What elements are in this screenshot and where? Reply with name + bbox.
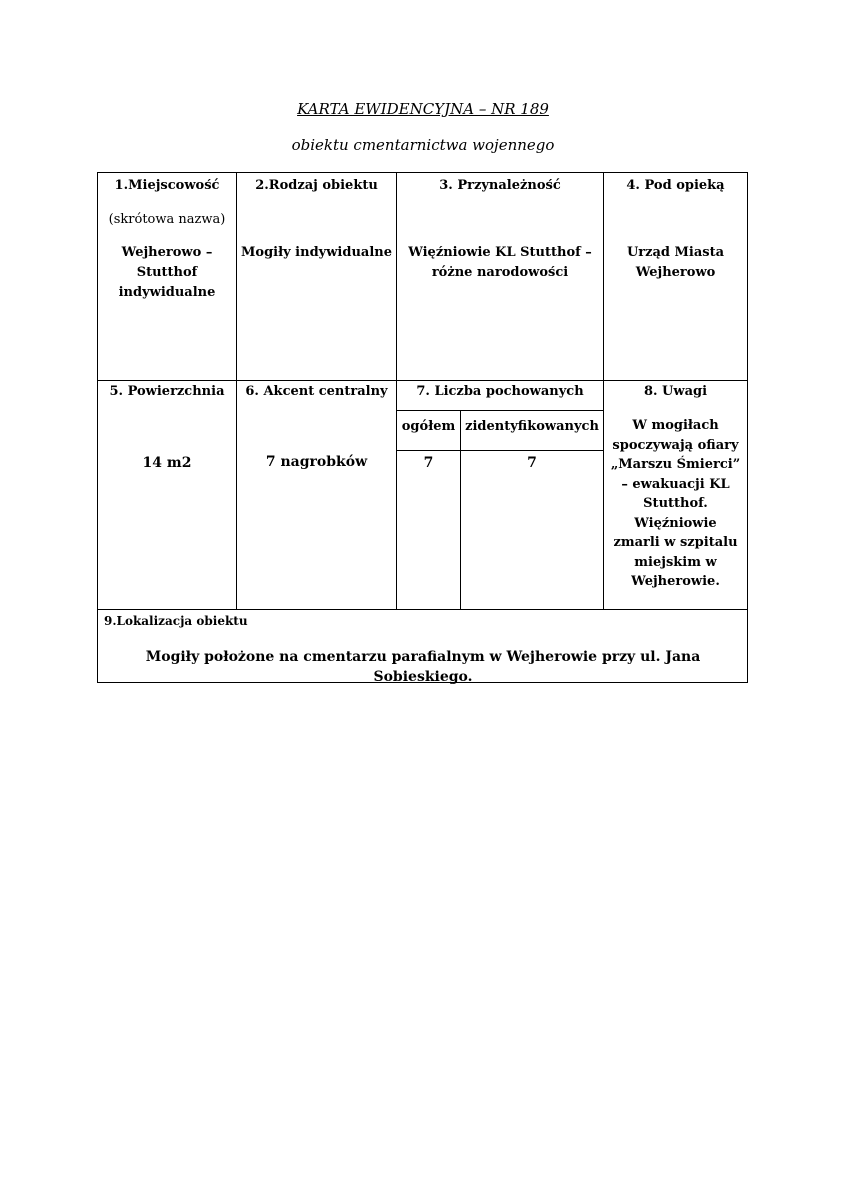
header-powierzchnia: 5. Powierzchnia bbox=[109, 384, 225, 399]
table-border-row2 bbox=[97, 380, 748, 381]
table-border-sub-header bbox=[396, 410, 603, 411]
header-pod-opieka: 4. Pod opieką bbox=[626, 178, 725, 193]
value-rodzaj-obiektu: Mogiły indywidualne bbox=[241, 245, 392, 260]
value-zidentyfikowanych: 7 bbox=[527, 455, 537, 471]
value-przynaleznosc: Więźniowie KL Stutthof – różne narodowości bbox=[408, 245, 592, 280]
table-border-top bbox=[97, 172, 748, 173]
value-uwagi: W mogiłach spoczywają ofiary „Marszu Śmierci” – ewakuacji KL Stutthof. Więźniowie zmarli w szpitalu miejskim w Wejherowie. bbox=[610, 418, 741, 589]
header-lokalizacja: 9.Lokalizacja obiektu bbox=[104, 614, 248, 628]
document-title: KARTA EWIDENCYJNA – NR 189 bbox=[297, 100, 549, 118]
header-uwagi: 8. Uwagi bbox=[643, 384, 708, 399]
header-rodzaj-obiektu: 2.Rodzaj obiektu bbox=[255, 178, 378, 193]
value-ogolem: 7 bbox=[423, 455, 434, 471]
value-akcent-centralny: 7 nagrobków bbox=[265, 454, 368, 470]
table-border-left bbox=[97, 172, 98, 683]
header-miejscowosc: 1.Miejscowość bbox=[114, 178, 220, 193]
table-border-sub-col bbox=[460, 410, 461, 609]
document-subtitle: obiektu cmentarnictwa wojennego bbox=[291, 136, 555, 154]
header-akcent-centralny: 6. Akcent centralny bbox=[245, 384, 388, 399]
header-przynaleznosc: 3. Przynależność bbox=[439, 178, 561, 193]
subheader-ogolem: ogółem bbox=[401, 419, 456, 434]
table-border-right bbox=[747, 172, 748, 683]
value-miejscowosc: Wejherowo – Stutthof indywidualne bbox=[118, 245, 216, 300]
value-pod-opieka: Urząd Miasta Wejherowo bbox=[626, 245, 725, 280]
header-liczba-pochowanych: 7. Liczba pochowanych bbox=[416, 384, 584, 399]
table-border-sub-values bbox=[396, 450, 603, 451]
subheader-zidentyfikowanych: zidentyfikowanych bbox=[465, 419, 599, 434]
header-miejscowosc-sub: (skrótowa nazwa) bbox=[108, 212, 226, 227]
value-powierzchnia: 14 m2 bbox=[142, 455, 192, 471]
value-lokalizacja: Mogiły położone na cmentarzu parafialnym w Wejherowie przy ul. Jana Sobieskiego. bbox=[145, 649, 701, 685]
table-border-row3 bbox=[97, 609, 748, 610]
